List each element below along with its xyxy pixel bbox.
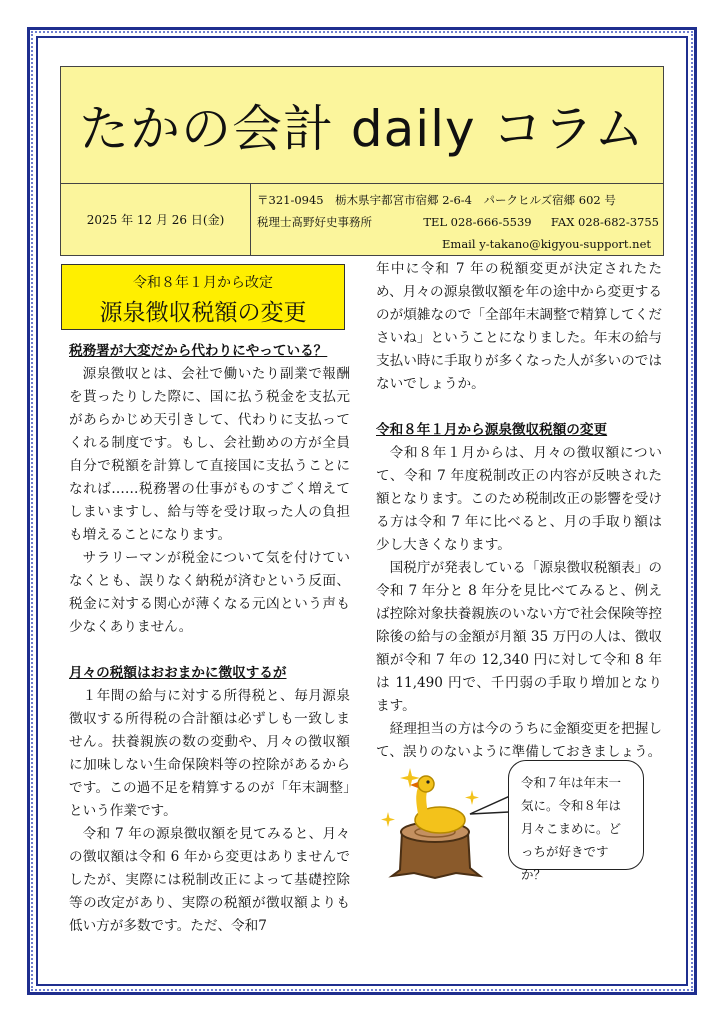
fax: FAX 028-682-3755 [550,215,659,229]
paragraph: １年間の給与に対する所得税と、毎月源泉徴収する所得税の合計額は必ずしも一致しません。扶養親族の数の変動や、月々の徴収額に加味しない生命保険料等の控除があるからです。この過不足を精算するのが「年末調整」という作業です。 [69,688,350,819]
headline-box [61,264,345,330]
email[interactable]: Email y-takano@kigyou-support.net [442,237,651,251]
speech-bubble-tail [468,792,512,822]
paragraph: サラリーマンが税金について気を付けていなくとも、誤りなく納税が済むという反面、税金に対する関心が薄くなる元凶という声も少なくありません。 [69,550,350,635]
masthead-title: たかの会計 daily コラム [61,67,663,184]
left-column [69,340,350,938]
headline-title: 源泉徴収税額の変更 [99,300,307,326]
section-heading: 税務署が大変だから代わりにやっている？ [69,343,328,359]
address: 〒321-0945 栃木県宇都宮市宿郷 2-6-4 パークヒルズ宿郷 602 号 [257,193,616,207]
paragraph: 国税庁が発表している「源泉徴収税額表」の令和 7 年分と 8 年分を見比べてみると、例えば控除対象扶養親族のいない方で社会保険等控除後の給与の金額が月額 35 万円の人は、徴収額が令和 7 年の 12,340 円に対して令和 8 年は 11,490 円で、千円弱の手取り増加となります。 [376,560,662,714]
office-name: 税理士髙野好史事務所 [257,215,372,229]
paragraph: 経理担当の方は今のうちに金額変更を把握して、誤りのないように準備しておきましょう。 [376,721,662,760]
duck-icon [410,776,465,833]
paragraph: 令和 7 年の源泉徴収額を見てみると、月々の徴収額は令和 6 年から変更はありませんでしたが、実際には税制改正によって基礎控除等の改定があり、実際の税額が徴収額よりも低い方が多数です。ただ、令和7 [69,826,350,934]
speech-bubble: 令和７年は年末一気に。令和８年は月々こまめに。どっちが好きですか？ [508,760,644,870]
right-column [376,258,662,764]
phone: TEL 028-666-5539 [423,215,532,229]
section-heading: 令和８年１月から源泉徴収税額の変更 [376,422,608,438]
issue-date: 2025 年 12 月 26 日(金) [61,184,251,255]
paragraph: 年中に令和 7 年の税額変更が決定されたため、月々の源泉徴収額を年の途中から変更するのが煩雑なので「全部年末調整で精算してくださいね」ということになりました。年末の給与支払い時に手取りが多くなった人が多いのではないでしょうか。 [376,261,662,392]
headline-kicker: 令和８年１月から改定 [133,275,273,291]
masthead [60,66,664,256]
section-heading: 月々の税額はおおまかに徴収するが [69,665,287,681]
office-line [257,211,657,233]
paragraph: 令和８年１月からは、月々の徴収額について、令和 7 年度税制改正の内容が反映された額となります。このため税制改正の影響を受ける方は令和 7 年に比べると、月の手取り額は少し大きくなります。 [376,445,662,553]
paragraph: 源泉徴収とは、会社で働いたり副業で報酬を貰ったりした際に、国に払う税金を支払元があらかじめ天引きして、代わりに支払ってくれる制度です。もし、会社勤めの方が全員自分で税額を計算して直接国に支払うことになれば……税務署の仕事がものすごく増えてしまいますし、給与等を受け取った人の負担も増えることになります。 [69,366,350,543]
contact-block [257,189,657,255]
